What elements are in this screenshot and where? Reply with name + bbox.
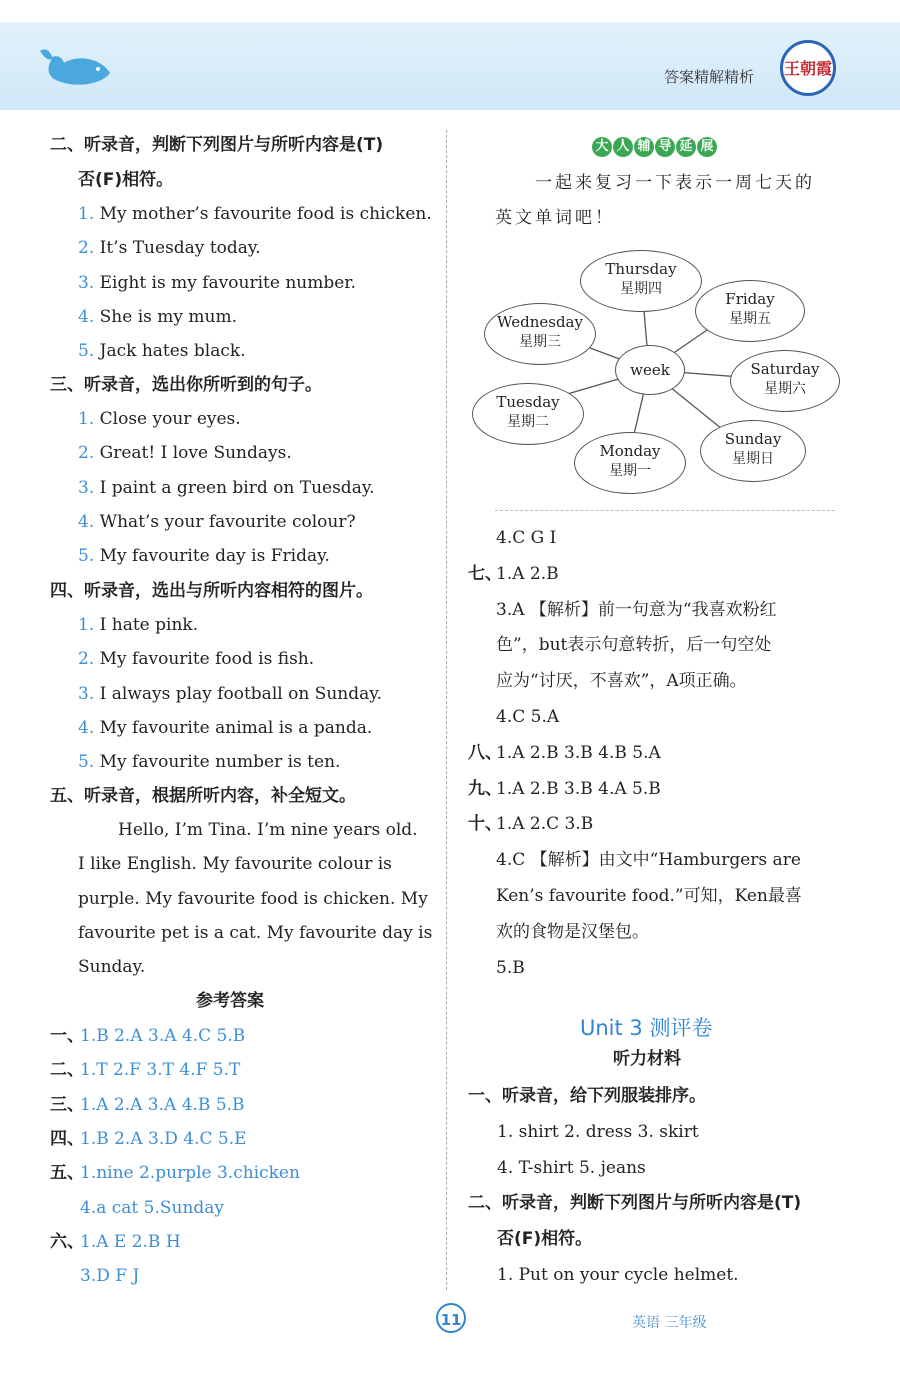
s3-item-num: 3.	[78, 477, 95, 498]
answer-prefix: 六、	[50, 1231, 84, 1252]
banner-char: 延	[676, 137, 696, 157]
answer-line	[50, 1265, 139, 1287]
day-en: Wednesday	[497, 313, 583, 331]
page-number: 11	[436, 1303, 466, 1333]
answer-text: 5.B	[496, 957, 525, 978]
day-node	[695, 280, 805, 342]
unit-title: Unit 3 测评卷	[580, 1016, 713, 1040]
answer-text: 1.A 2.C 3.B	[496, 814, 594, 835]
answer-text: 应为“讨厌，不喜欢”，A项正确。	[496, 671, 747, 692]
s4-item-text: My favourite animal is a panda.	[94, 717, 373, 738]
banner-char: 人	[613, 137, 633, 157]
answer-text: 4.C G I	[496, 528, 557, 548]
day-cn: 星期四	[620, 281, 662, 297]
answer-line	[468, 957, 525, 979]
answer-line	[468, 885, 802, 907]
answer-prefix: 四、	[50, 1128, 84, 1149]
s4-item-text: My favourite number is ten.	[94, 752, 341, 773]
day-cn: 星期一	[609, 463, 651, 479]
answer-line	[468, 670, 747, 692]
s4-item-num: 5.	[78, 752, 95, 773]
s2-item	[78, 272, 356, 294]
answer-text: 1.T 2.F 3.T 4.F 5.T	[80, 1060, 241, 1081]
s4-item-text: I always play football on Sunday.	[94, 683, 382, 704]
s4-item	[78, 751, 340, 773]
s3-item-num: 2.	[78, 443, 95, 464]
answer-line	[468, 527, 556, 549]
answer-line	[50, 1025, 245, 1047]
answer-prefix: 一、	[50, 1026, 84, 1046]
answer-line	[468, 563, 559, 585]
answer-text: 欢的食物是汉堡包。	[496, 921, 649, 942]
s3-item-text: Great! I love Sundays.	[94, 443, 292, 464]
sub-title: 听力材料	[613, 1049, 681, 1069]
s4-item-num: 3.	[78, 683, 95, 704]
answer-line	[468, 921, 649, 943]
s4-item-text: My favourite food is fish.	[94, 649, 315, 670]
banner-char: 展	[697, 137, 717, 157]
s4-item	[78, 683, 382, 705]
s3-item	[78, 545, 330, 567]
s2-title: 二、听录音，判断下列图片与所听内容是(T)	[50, 135, 384, 155]
page-header	[0, 22, 900, 110]
s2-item	[78, 237, 261, 259]
s2-title2: 否(F)相符。	[78, 170, 174, 190]
u2-title2: 否(F)相符。	[497, 1229, 593, 1249]
whale-icon	[36, 45, 116, 91]
answer-prefix: 三、	[50, 1094, 84, 1115]
day-en: Friday	[725, 290, 775, 308]
s3-item	[78, 511, 356, 533]
day-en: Tuesday	[496, 393, 560, 411]
day-cn: 星期六	[764, 381, 806, 397]
answer-text: 色”，but表示句意转折，后一句空处	[496, 635, 772, 656]
column-divider	[446, 130, 447, 1290]
s2-item	[78, 203, 432, 225]
s4-item	[78, 717, 372, 739]
answer-line	[50, 1197, 224, 1219]
s4-item-num: 1.	[78, 615, 95, 635]
banner-char: 辅	[634, 137, 654, 157]
s3-item	[78, 477, 375, 499]
day-en: Sunday	[724, 430, 782, 448]
answer-line	[468, 742, 661, 764]
passage-line: purple. My favourite food is chicken. My	[78, 888, 428, 909]
s3-title: 三、听录音，选出你所听到的句子。	[50, 375, 322, 395]
answer-text: 1.B 2.A 3.D 4.C 5.E	[80, 1128, 247, 1149]
s3-item	[78, 442, 292, 464]
s2-item-num: 1.	[78, 204, 95, 224]
answers-title: 参考答案	[196, 991, 264, 1011]
day-en: Saturday	[750, 360, 820, 378]
day-cn: 星期二	[507, 414, 549, 430]
s3-item-text: What’s your favourite colour?	[94, 511, 356, 532]
s5-title: 五、听录音，根据所听内容，补全短文。	[50, 786, 356, 806]
brand-badge: 王朝霞	[780, 40, 836, 96]
day-node	[730, 350, 840, 412]
day-en: Monday	[599, 442, 661, 460]
answer-text: 3.A 【解析】前一句意为“我喜欢粉红	[496, 599, 777, 620]
s3-item-text: My favourite day is Friday.	[94, 546, 330, 567]
s4-item-text: I hate pink.	[94, 615, 199, 635]
answer-line	[50, 1059, 240, 1081]
s4-item	[78, 614, 198, 636]
answer-text: 1.A 2.B 3.B 4.B 5.A	[496, 742, 661, 763]
day-cn: 星期五	[729, 311, 771, 327]
answer-prefix: 七、	[468, 563, 502, 584]
s2-item-text: She is my mum.	[94, 306, 237, 327]
day-node	[700, 420, 806, 482]
u1-title: 一、听录音，给下列服装排序。	[468, 1086, 706, 1106]
s3-item-text: I paint a green bird on Tuesday.	[94, 477, 375, 498]
s2-item-num: 3.	[78, 272, 95, 293]
s2-item-num: 4.	[78, 306, 95, 327]
s3-item-num: 5.	[78, 546, 95, 567]
s2-item-num: 5.	[78, 341, 95, 362]
day-en: Thursday	[605, 260, 677, 278]
s4-item	[78, 648, 314, 670]
day-node	[484, 303, 596, 365]
answer-line	[50, 1231, 181, 1253]
s4-title: 四、听录音，选出与所听内容相符的图片。	[50, 581, 373, 601]
answer-prefix: 二、	[50, 1060, 84, 1081]
answer-prefix: 十、	[468, 814, 502, 835]
passage-line: I like English. My favourite colour is	[78, 854, 392, 875]
u2-line1: 1. Put on your cycle helmet.	[497, 1265, 739, 1285]
day-cn: 星期日	[732, 451, 774, 467]
s2-item	[78, 340, 246, 362]
answer-line	[50, 1128, 247, 1150]
answer-text: 1.A 2.B	[496, 563, 559, 584]
answer-line	[468, 634, 771, 656]
day-node	[472, 383, 584, 445]
answer-line	[468, 813, 593, 835]
s2-item-text: Eight is my favourite number.	[94, 272, 356, 293]
answer-line	[50, 1094, 245, 1116]
s3-item-num: 4.	[78, 511, 95, 532]
s3-item-num: 1.	[78, 409, 95, 429]
s4-item-num: 2.	[78, 649, 95, 670]
day-node	[574, 432, 686, 494]
week-node: week	[615, 345, 685, 395]
answer-prefix: 五、	[50, 1163, 84, 1184]
s2-item-text: My mother’s favourite food is chicken.	[94, 204, 432, 224]
separator	[495, 510, 835, 511]
answer-text: 1.nine 2.purple 3.chicken	[80, 1163, 300, 1184]
s3-item-text: Close your eyes.	[94, 409, 241, 429]
answer-prefix: 九、	[468, 778, 502, 799]
s2-item-text: It’s Tuesday today.	[94, 238, 261, 259]
day-cn: 星期三	[519, 334, 561, 350]
answer-text: 4.C 【解析】由文中“Hamburgers are	[496, 850, 801, 871]
u1-line2: 4. T-shirt 5. jeans	[497, 1158, 646, 1178]
s3-item	[78, 408, 241, 430]
answer-text: 4.C 5.A	[496, 707, 560, 727]
answer-line	[468, 706, 559, 728]
answer-prefix: 八、	[468, 742, 502, 763]
answer-line	[468, 778, 661, 800]
u2-title: 二、听录音，判断下列图片与所听内容是(T)	[468, 1193, 802, 1213]
s2-item	[78, 306, 237, 328]
footer-subject: 英语 三年级	[632, 1315, 707, 1331]
u1-line1: 1. shirt 2. dress 3. skirt	[497, 1122, 699, 1142]
intro-text: 一起来复习一下表示一周七天的	[535, 173, 815, 193]
answer-text: 1.A E 2.B H	[80, 1231, 181, 1252]
tutor-banner	[592, 135, 718, 157]
answer-text: 1.A 2.B 3.B 4.A 5.B	[496, 778, 661, 799]
answer-text: 1.A 2.A 3.A 4.B 5.B	[80, 1094, 245, 1115]
day-node	[580, 250, 702, 312]
passage-line: Hello, I’m Tina. I’m nine years old.	[118, 820, 418, 840]
answer-line	[50, 1162, 300, 1184]
s4-item-num: 4.	[78, 717, 95, 738]
intro-text-2: 英文单词吧！	[495, 208, 615, 228]
passage-line: Sunday.	[78, 957, 146, 978]
s2-item-num: 2.	[78, 238, 95, 259]
header-title: 答案精解精析	[664, 68, 755, 86]
answer-line	[468, 599, 777, 621]
s2-item-text: Jack hates black.	[94, 341, 246, 362]
answer-text: 4.a cat 5.Sunday	[80, 1197, 225, 1218]
banner-char: 导	[655, 137, 675, 157]
passage-line: favourite pet is a cat. My favourite day is	[78, 922, 433, 943]
banner-char: 大	[592, 137, 612, 157]
answer-text: 1.B 2.A 3.A 4.C 5.B	[80, 1026, 246, 1046]
answer-text: 3.D F J	[80, 1266, 140, 1287]
answer-text: Ken’s favourite food.”可知，Ken最喜	[496, 886, 802, 906]
answer-line	[468, 849, 801, 871]
